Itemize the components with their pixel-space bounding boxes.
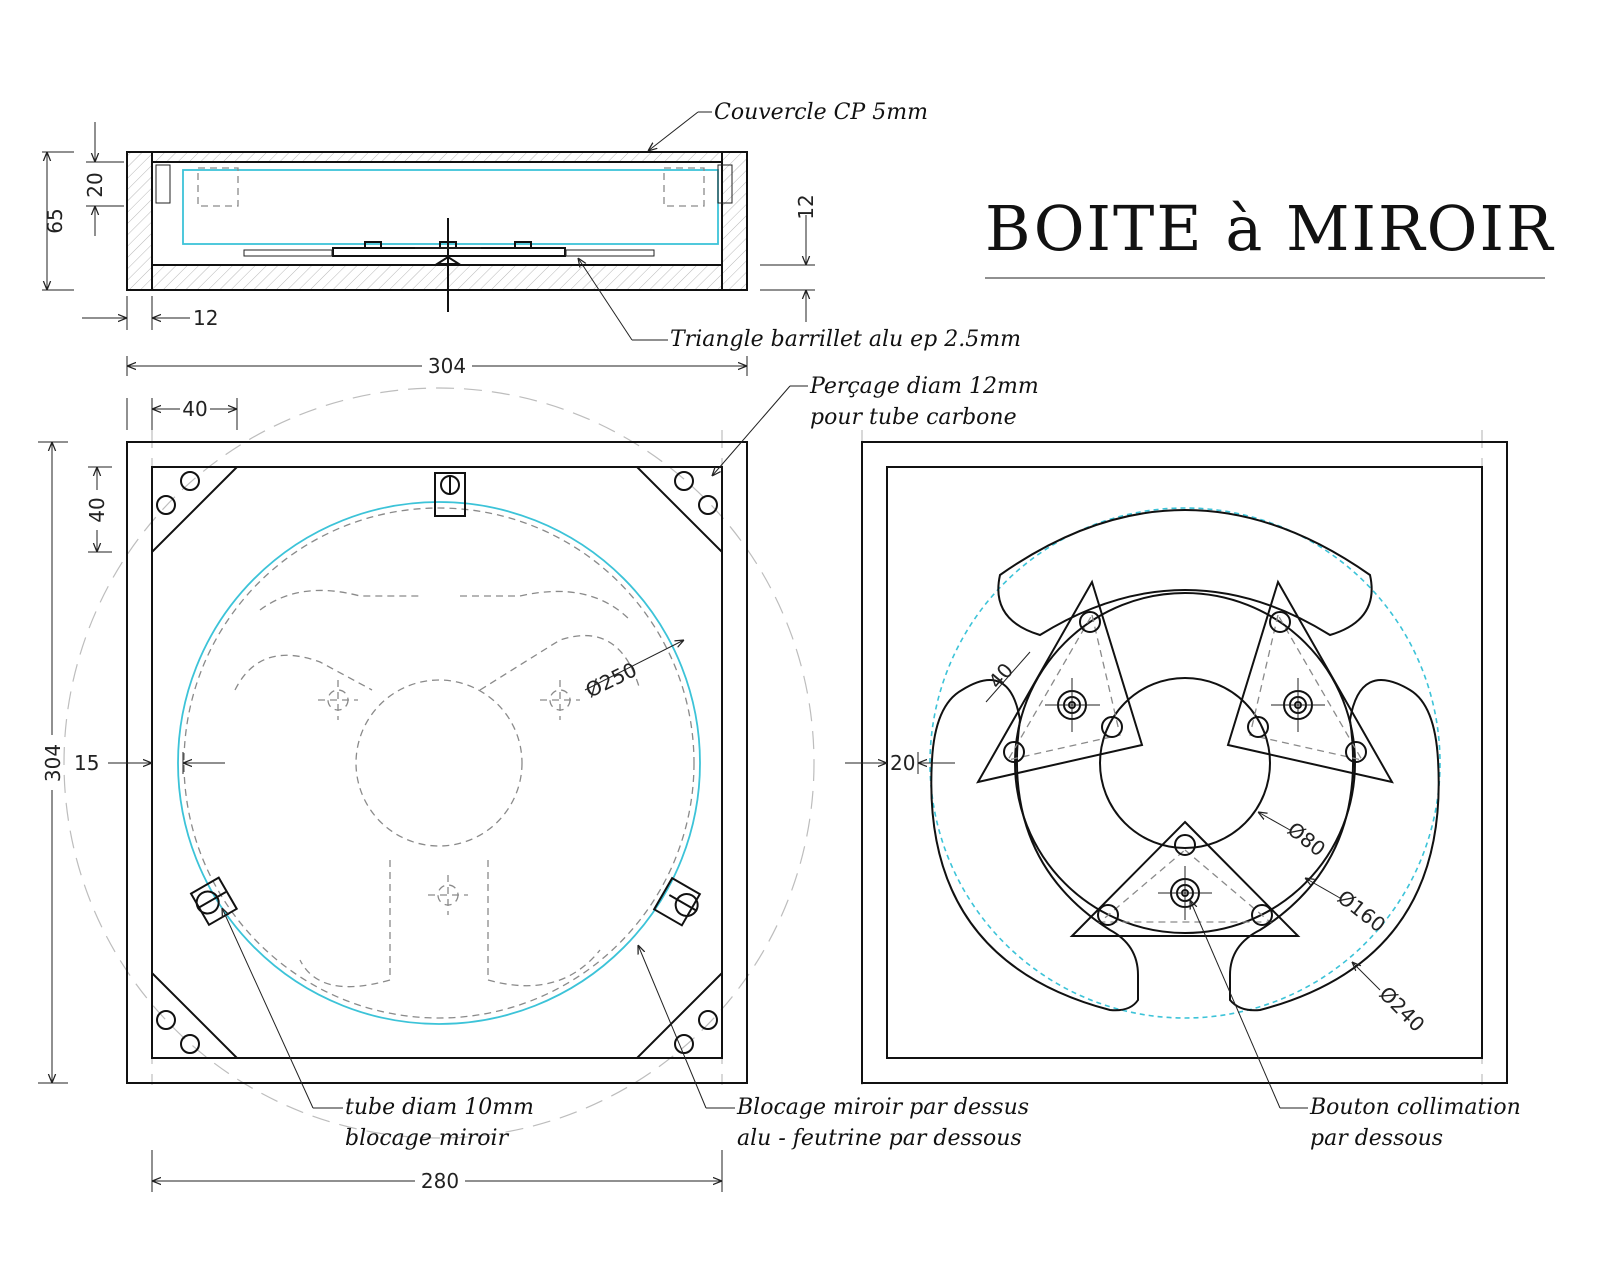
- hidden-block-left: [198, 168, 238, 206]
- dim-20-right: 20: [890, 751, 916, 775]
- dim-15: 15: [74, 751, 100, 775]
- svg-text:pour tube carbone: pour tube carbone: [810, 405, 1017, 430]
- plate-right: [566, 250, 654, 256]
- dim-280: 280: [420, 1169, 460, 1193]
- dim-40-right: 40: [983, 658, 1019, 694]
- cell-plate-top: [998, 510, 1371, 635]
- svg-text:Couvercle CP 5mm: Couvercle CP 5mm: [714, 100, 928, 125]
- right-wall: [722, 152, 747, 290]
- collimation-mark-2: [540, 680, 580, 720]
- box-outer-right: [862, 442, 1507, 1083]
- dim-diam-80: Ø80: [1282, 817, 1331, 862]
- bottom-view-cell: [845, 430, 1507, 1085]
- svg-text:blocage miroir: blocage miroir: [345, 1126, 509, 1151]
- dim-65: 65: [43, 208, 67, 234]
- svg-text:Triangle barrillet alu ep 2.5m: Triangle barrillet alu ep 2.5mm: [670, 327, 1021, 352]
- dim-20: 20: [83, 172, 107, 198]
- corner-gusset-tr: [637, 467, 722, 552]
- mirror-hidden-circle: [184, 508, 694, 1018]
- hidden-cell-arc: [260, 590, 630, 620]
- collimation-mark-1: [318, 680, 358, 720]
- svg-text:alu - feutrine par dessous: alu - feutrine par dessous: [737, 1126, 1022, 1151]
- svg-text:tube diam 10mm: tube diam 10mm: [345, 1095, 534, 1120]
- pad-2: [515, 242, 531, 248]
- dim-40-h: 40: [182, 397, 208, 421]
- dim-40-v: 40: [85, 497, 109, 523]
- top-view-mirror-box: [38, 388, 814, 1193]
- label-percage: [712, 374, 1039, 476]
- pad-1: [365, 242, 381, 248]
- box-inner-right: [887, 467, 1482, 1058]
- mirror-circle-250: [178, 502, 700, 1024]
- hidden-triangle-cell: [235, 636, 640, 987]
- svg-text:Blocage miroir par dessus: Blocage miroir par dessus: [737, 1095, 1030, 1120]
- dim-12-right: 12: [794, 194, 818, 220]
- svg-text:Bouton collimation: Bouton collimation: [1310, 1095, 1521, 1120]
- label-bouton: [1190, 900, 1521, 1151]
- dim-diam-250: Ø250: [581, 657, 641, 703]
- triangle-right: [1228, 582, 1392, 782]
- plate-left: [244, 250, 332, 256]
- svg-text:Perçage diam 12mm: Perçage diam 12mm: [810, 374, 1039, 399]
- box-inner: [152, 467, 722, 1058]
- drawing-title: BOITE à MIROIR: [985, 192, 1555, 265]
- hidden-block-right: [664, 168, 704, 206]
- triangle-bottom: [1072, 822, 1298, 936]
- mirror-circle-dashed: [930, 508, 1440, 1018]
- dim-304-top: 304: [427, 354, 467, 378]
- corner-gusset-tl: [152, 467, 237, 552]
- mirror-clip-right: [654, 878, 705, 928]
- label-tube: [222, 908, 534, 1151]
- left-wall: [127, 152, 152, 290]
- base-section: [152, 265, 722, 290]
- dim-304-v: 304: [41, 743, 65, 783]
- collimation-mark-3: [428, 875, 468, 915]
- lid-section: [152, 152, 722, 162]
- tube-block-left: [156, 165, 170, 203]
- dim-12-bottom: 12: [193, 306, 219, 330]
- corner-gusset-bl: [152, 973, 237, 1058]
- mirror-outline: [183, 170, 718, 244]
- dim-diam-240: Ø240: [1374, 981, 1430, 1037]
- dim-diam-160: Ø160: [1332, 885, 1391, 938]
- svg-text:par dessous: par dessous: [1310, 1126, 1444, 1151]
- center-hidden-circle: [356, 680, 522, 846]
- label-blocage: [638, 945, 1029, 1151]
- mirror-clip-top: [435, 473, 465, 516]
- label-couvercle: [648, 100, 928, 151]
